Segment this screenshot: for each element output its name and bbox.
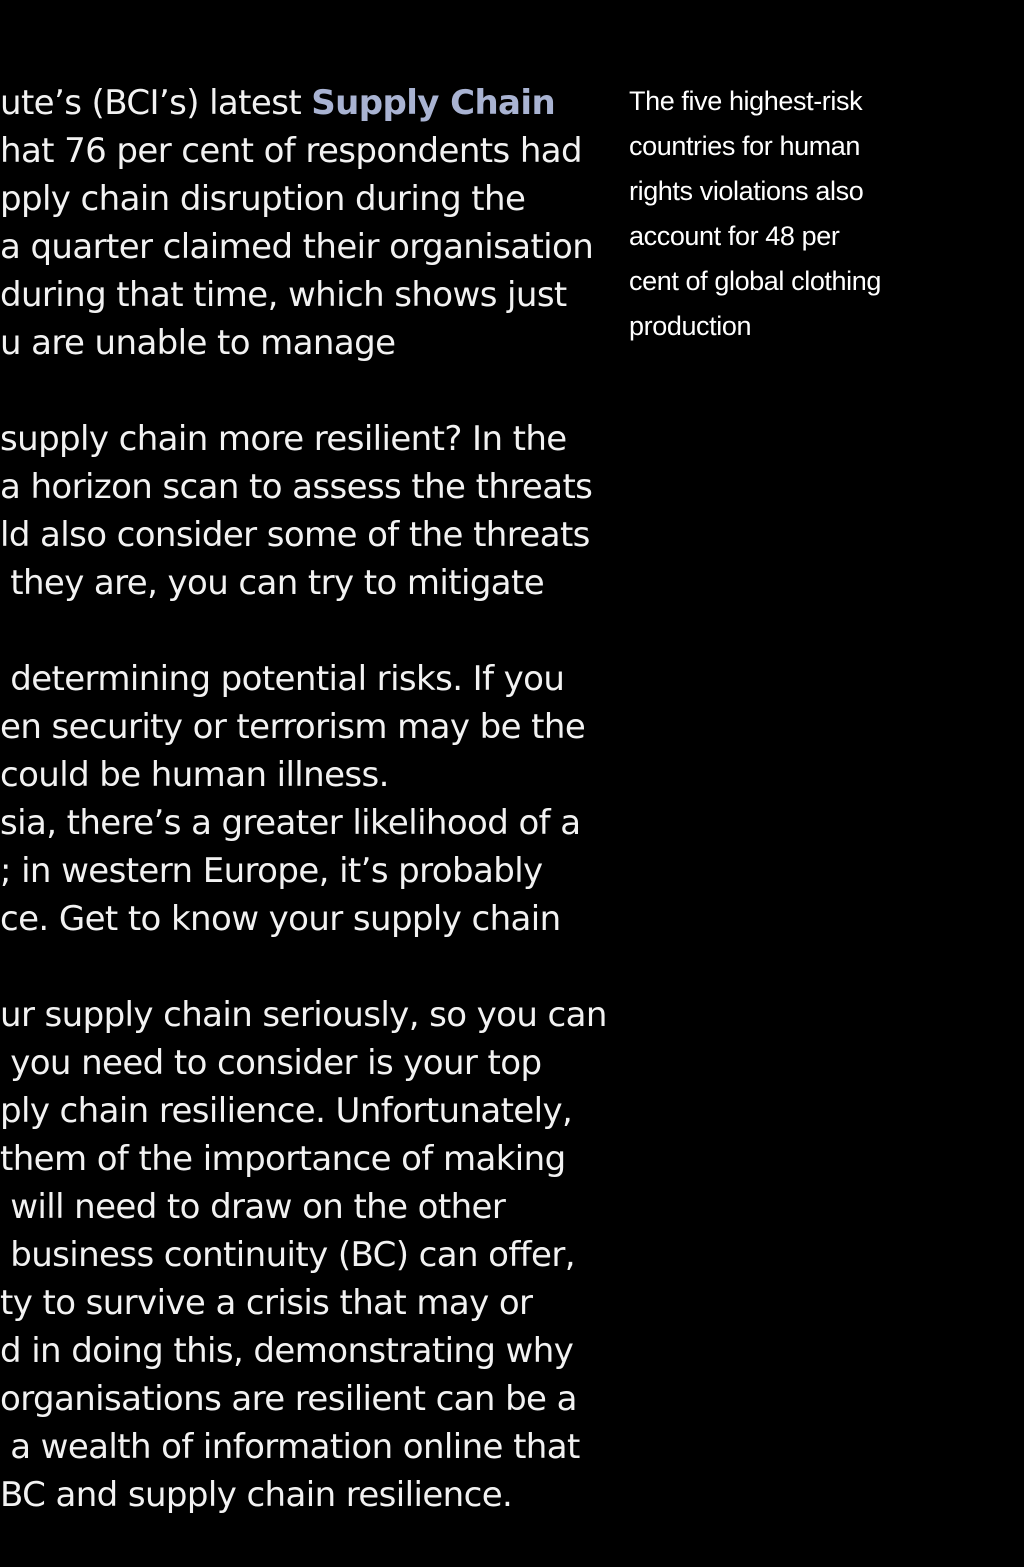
paragraph-line: BC and supply chain resilience. — [0, 1475, 513, 1515]
paragraph-line: could be human illness. — [0, 755, 389, 795]
paragraph-line: ld also consider some of the threats — [0, 515, 590, 555]
paragraph-line: during that time, which shows just — [0, 275, 567, 315]
paragraph-line: them of the importance of making — [0, 1139, 566, 1179]
pull-quote — [629, 79, 969, 349]
paragraph-line: they are, you can try to mitigate — [0, 563, 545, 603]
paragraph-line: ty to survive a crisis that may or — [0, 1283, 533, 1323]
paragraph-line: ce. Get to know your supply chain — [0, 899, 561, 939]
paragraph-line: a horizon scan to assess the threats — [0, 467, 593, 507]
paragraph-line: pply chain disruption during the — [0, 179, 526, 219]
paragraph-line: en security or terrorism may be the — [0, 707, 586, 747]
paragraph-line: hat 76 per cent of respondents had — [0, 131, 583, 171]
paragraph-line: u are unable to manage — [0, 323, 396, 363]
paragraph-1 — [0, 79, 594, 367]
paragraph-line: d in doing this, demonstrating why — [0, 1331, 574, 1371]
paragraph-3 — [0, 655, 586, 943]
paragraph-2 — [0, 415, 593, 607]
paragraph-line: will need to draw on the other — [0, 1187, 506, 1227]
article-body — [0, 79, 607, 1567]
paragraph-line: sia, there’s a greater likelihood of a — [0, 803, 581, 843]
paragraph-line: ; in western Europe, it’s probably — [0, 851, 543, 891]
paragraph-line: ur supply chain seriously, so you can — [0, 995, 607, 1035]
paragraph-line: business continuity (BC) can offer, — [0, 1235, 575, 1275]
paragraph-line: determining potential risks. If you — [0, 659, 565, 699]
pull-quote-line: cent of global clothing — [629, 266, 881, 296]
pull-quote-line: rights violations also — [629, 176, 864, 206]
pull-quote-line: countries for human — [629, 131, 861, 161]
paragraph-4 — [0, 991, 607, 1519]
paragraph-line: organisations are resilient can be a — [0, 1379, 577, 1419]
paragraph-line: you need to consider is your top — [0, 1043, 542, 1083]
paragraph-line: supply chain more resilient? In the — [0, 419, 567, 459]
supply-chain-report-link[interactable]: Supply Chain — [311, 83, 556, 123]
paragraph-line: a wealth of information online that — [0, 1427, 580, 1467]
paragraph-line — [0, 79, 580, 127]
pull-quote-line: production — [629, 311, 752, 341]
paragraph-line-prefix: ute’s (BCI’s) latest — [0, 83, 312, 123]
paragraph-line: a quarter claimed their organisation — [0, 227, 594, 267]
pull-quote-line: account for 48 per — [629, 221, 840, 251]
pull-quote-line: The five highest-risk — [629, 86, 863, 116]
paragraph-line: ply chain resilience. Unfortunately, — [0, 1091, 573, 1131]
